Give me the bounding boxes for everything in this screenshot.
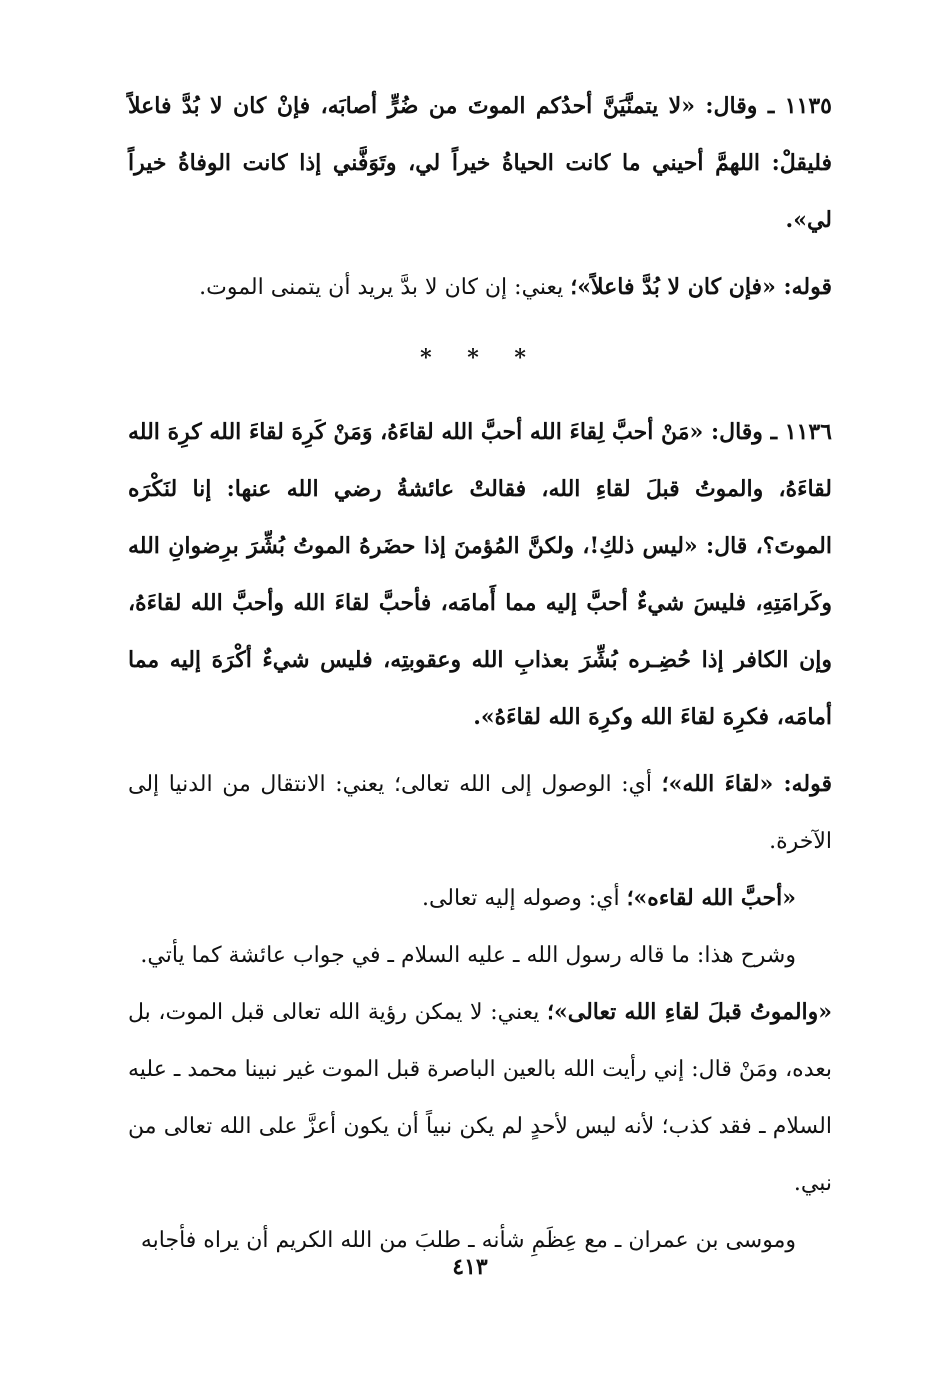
commentary-text: وشرح هذا: ما قاله رسول الله ـ عليه السلام ـ في جواب عائشة كما يأتي. — [140, 943, 796, 968]
commentary-lead: «والموتُ قبلَ لقاءِ الله تعالى»؛ — [547, 999, 833, 1025]
commentary-text: يعني: لا يمكن رؤية الله تعالى قبل الموت، بل بعده، ومَنْ قال: إني رأيت الله بالعين الباصرة قبل الموت غير نبينا محمد ـ عليه السلام ـ فقد كذب؛ لأنه ليس لأحدٍ لم يكن نبياً أن يكون أعزَّ على الله تعالى من نبي. — [128, 1000, 832, 1196]
commentary-1136-3 — [128, 927, 832, 984]
commentary-1136-4 — [128, 984, 832, 1212]
commentary-text: أي: الوصول إلى الله تعالى؛ يعني: الانتقال من الدنيا إلى الآخرة. — [128, 772, 832, 854]
commentary-lead: قوله: «لقاءَ الله»؛ — [661, 771, 832, 797]
commentary-text: يعني: إن كان لا بدَّ يريد أن يتمنى الموت. — [199, 275, 571, 300]
section-separator: * * * — [420, 345, 540, 371]
commentary-text: أي: وصوله إليه تعالى. — [421, 886, 627, 911]
page-number: ٤١٣ — [452, 1254, 488, 1280]
hadith-1135 — [128, 78, 832, 249]
hadith-1136 — [128, 404, 832, 746]
hadith-1135-text: ١١٣٥ ـ وقال: «لا يتمنَّيَنَّ أحدُكم الموتَ من ضُرٍّ أصابَه، فإنْ كان لا بُدَّ فاعلاً فليقلْ: اللهمَّ أحيني ما كانت الحياةُ خيراً لي، وتَوَفَّني إذا كانت الوفاةُ خيراً لي». — [128, 93, 832, 233]
commentary-text: وموسى بن عمران ـ مع عِظَمِ شأنه ـ طلبَ من الله الكريم أن يراه فأجابه — [140, 1228, 796, 1253]
hadith-1136-text: ١١٣٦ ـ وقال: «مَنْ أحبَّ لِقاءَ الله أحبَّ الله لقاءَهُ، وَمَنْ كَرِهَ لقاءَ الله كرِهَ الله لقاءَهُ، والموتُ قبلَ لقاءِ الله، فقالتْ عائشةُ رضي الله عنها: إنا لنَكْرَه الموتَ؟، قال: «ليس ذلكِ!، ولكنَّ المُؤمنَ إذا حضَرهُ الموتُ بُشِّرَ برِضوانِ الله وكَرامَتِهِ، فليسَ شيءٌ أحبَّ إليه مما أَمامَه، فأحبَّ لقاءَ الله وأحبَّ الله لقاءَهُ، وإن الكافر إذا حُضِـره بُشِّرَ بعذابِ الله وعقوبتِه، فليس شيءٌ أكْرَهَ إليه مما أمامَه، فكرِهَ لقاءَ الله وكرِهَ الله لقاءَهُ». — [128, 419, 832, 730]
commentary-1135 — [128, 259, 832, 316]
commentary-lead: «أحبَّ الله لقاءه»؛ — [626, 885, 796, 911]
commentary-lead: قوله: «فإن كان لا بُدَّ فاعلاً»؛ — [570, 274, 832, 300]
commentary-1136-1 — [128, 756, 832, 870]
commentary-1136-2 — [128, 870, 832, 927]
